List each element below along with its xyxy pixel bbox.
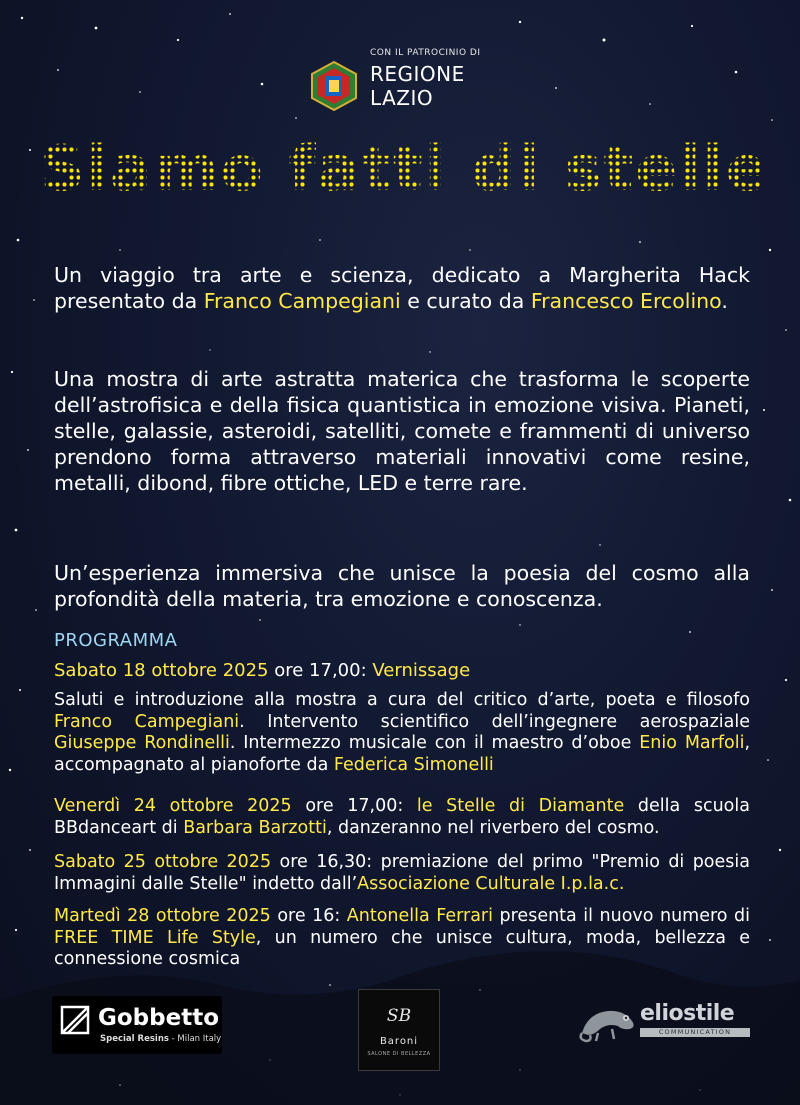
event-4-text-1: presenta il nuovo numero di: [493, 906, 750, 926]
page-title: Siamo fatti di stelle: [40, 132, 770, 205]
event-2-text-1: della scuola BBdanceart di: [54, 796, 750, 838]
gobbetto-tagline-bold: Special Resins: [100, 1034, 169, 1044]
event-2-name-2: Barbara Barzotti: [183, 817, 327, 838]
event-1-name-1: Franco Campegiani: [54, 711, 240, 732]
event-2-time: ore 17,00:: [291, 796, 417, 816]
event-1-details: [54, 690, 750, 776]
event-4-time: ore 16:: [270, 906, 347, 926]
event-1-date: Sabato 18 ottobre 2025: [54, 660, 269, 681]
program-heading: PROGRAMMA: [54, 630, 178, 651]
experience-paragraph: Un’esperienza immersiva che unisce la poesia del cosmo alla profondità della materia, tra emozione e conoscenza.: [54, 561, 750, 611]
event-3-name-1: Associazione Culturale I.p.la.c.: [357, 873, 625, 894]
baroni-monogram: SB: [386, 1006, 412, 1026]
gobbetto-logo: [52, 996, 222, 1054]
baroni-logo: [358, 989, 440, 1071]
baroni-name: Baroni: [379, 1036, 419, 1047]
patronage-block: [310, 44, 510, 114]
event-1-name-4: Federica Simonelli: [333, 754, 494, 775]
eliostile-name: eliostile: [640, 1001, 735, 1026]
chameleon-icon: [578, 999, 642, 1043]
event-2-name-1: le Stelle di Diamante: [416, 796, 625, 816]
event-3-date: Sabato 25 ottobre 2025: [54, 852, 272, 872]
eliostile-tagline: COMMUNICATION: [658, 1028, 732, 1036]
event-3-time: ore 16,30:: [271, 852, 381, 872]
event-2: [54, 796, 750, 839]
region-name-line1: REGIONE: [370, 62, 465, 86]
event-4-text-2: , un numero che unisce cultura, moda, bellezza e connessione cosmica: [54, 927, 750, 969]
event-1-text-3: . Intermezzo musicale con il maestro d’oboe: [229, 733, 640, 753]
regione-lazio-emblem-icon: [310, 60, 358, 112]
event-4: [54, 906, 750, 971]
gobbetto-name: Gobbetto: [98, 1005, 219, 1031]
gobbetto-tagline-rest: - Milan Italy: [168, 1034, 222, 1044]
event-4-name-2: FREE TIME Life Style: [54, 927, 256, 948]
event-2-date: Venerdì 24 ottobre 2025: [54, 796, 292, 816]
intro-presenter: Franco Campegiani: [203, 289, 401, 313]
baroni-tagline: SALONE DI BELLEZZA: [367, 1051, 431, 1057]
gobbetto-tagline: [100, 1034, 221, 1044]
intro-paragraph: [54, 262, 750, 314]
event-1-heading: [54, 660, 750, 682]
event-4-name-1: Antonella Ferrari: [346, 906, 493, 926]
intro-text-3: .: [721, 289, 728, 313]
intro-text-1: Un viaggio tra arte e scienza, dedicato a Margherita Hack presentato da: [54, 263, 750, 313]
intro-curator: Francesco Ercolino: [530, 289, 722, 313]
region-name-line2: LAZIO: [370, 86, 434, 110]
event-3-text-1: premiazione del primo "Premio di poesia Immagini dalle Stelle" indetto dall’: [54, 852, 750, 894]
event-1-text-2: . Intervento scientifico dell’ingegnere aerospaziale: [239, 711, 750, 732]
intro-text-2: e curato da: [400, 289, 531, 313]
event-2-text-2: , danzeranno nel riverbero del cosmo.: [326, 817, 660, 838]
event-1-text-1: Saluti e introduzione alla mostra a cura del critico d’arte, poeta e filosofo: [54, 690, 750, 710]
event-4-date: Martedì 28 ottobre 2025: [54, 906, 271, 926]
eliostile-logo: [578, 995, 756, 1053]
description-paragraph: Una mostra di arte astratta materica che trasforma le scoperte dell’astrofisica e della fisica quantistica in emozione visiva. Pianeti, stelle, galassie, asteroidi, satelliti, comete e frammenti di universo prendono forma attraverso materiali innovativi come resine, metalli, dibond, fibre ottiche, LED e terre rare.: [54, 367, 750, 495]
patronage-label: CON IL PATROCINIO DI: [370, 48, 481, 58]
gobbetto-mark-icon: [60, 1005, 90, 1035]
event-1-text-4: , accompagnato al pianoforte da: [54, 733, 751, 775]
event-1-title: Vernissage: [372, 660, 471, 681]
event-1-time: ore 17,00:: [268, 660, 373, 681]
event-3: [54, 852, 750, 895]
event-1-name-3: Enio Marfoli: [639, 733, 745, 753]
event-1-name-2: Giuseppe Rondinelli: [54, 733, 230, 753]
